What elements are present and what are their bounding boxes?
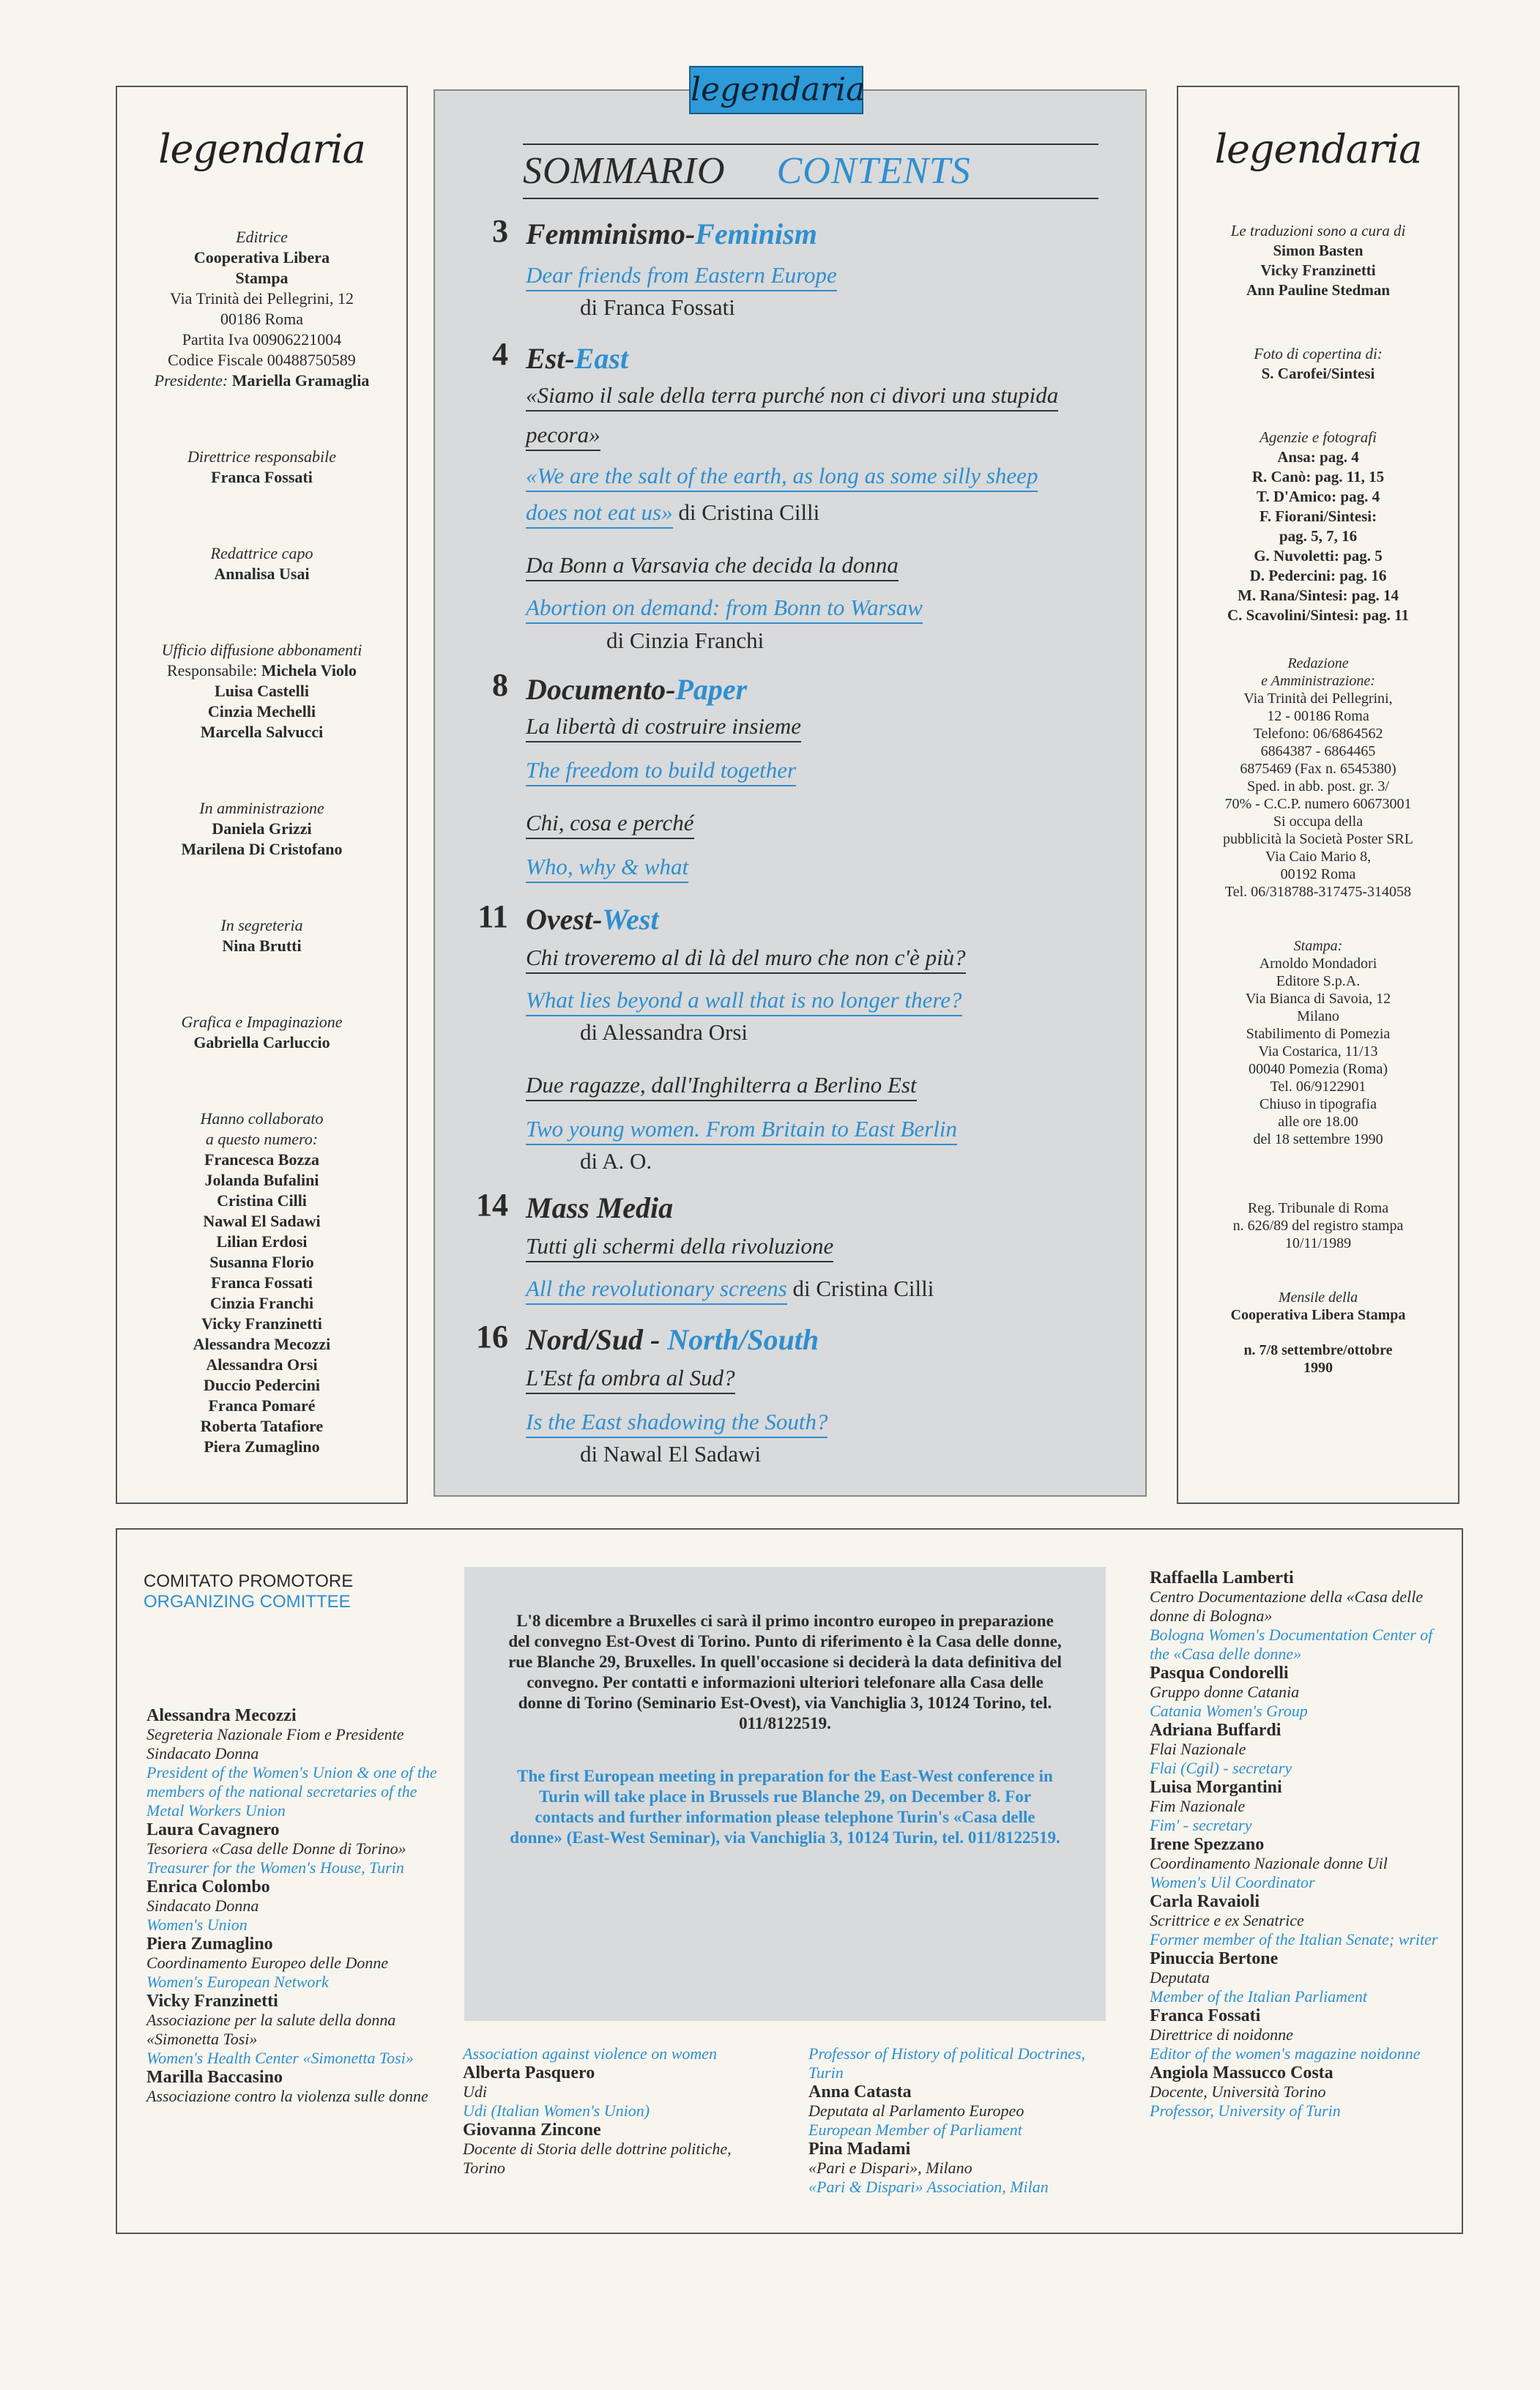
committee-member: Association against violence on women <box>463 2044 718 2063</box>
article-link[interactable]: The freedom to build together <box>526 757 796 783</box>
article-link[interactable]: What lies beyond a wall that is no longer there? <box>526 987 962 1013</box>
publisher-group: Editrice Cooperativa Libera Stampa Via Trinità dei Pellegrini, 12 00186 Roma Partita Iva 00906221004 Codice Fiscale 00488750589 Presidente: Mariella Gramaglia <box>154 228 370 390</box>
section-heading: Femminismo-Feminism <box>526 217 817 250</box>
article-author: di Alessandra Orsi <box>580 1019 748 1045</box>
article-link[interactable]: Is the East shadowing the South? <box>526 1409 827 1435</box>
secretariat-group: In segreteria Nina Brutti <box>220 916 303 955</box>
article-link[interactable]: pecora» <box>526 422 600 448</box>
right-colophon <box>1177 86 1459 1504</box>
committee-column-2 <box>463 2044 770 2178</box>
section-heading: Mass Media <box>526 1191 674 1224</box>
article-author: di A. O. <box>580 1148 652 1174</box>
brussels-meeting-notice: L'8 dicembre a Bruxelles ci sarà il primo incontro europeo in preparazione del convegno Est-Ovest di Torino. Punto di riferimento è la Casa delle donne, rue Blanche 29, Bruxelles. In quell'occasione si deciderà la data definitiva del convegno. Per contatti e informazioni ulteriori telefonare alla Casa delle donne di Torino (Seminario Est-Ovest), via Vanchiglia 3, 10124 Torino, tel. 011/8122519. The first European meeting in preparation for the East-West conference in Turin will take place in Brussels rue Blanche 29, on December 8. For contacts and further information please telephone Turin's «Casa delle donne» (East-West Seminar), via Vanchiglia 3, 10124 Turin, tel. 011/8122519. <box>464 1567 1106 2021</box>
article-link[interactable]: Two young women. From Britain to East Berlin <box>526 1116 957 1142</box>
printing-group: Stampa: Arnoldo Mondadori Editore S.p.A. Via Bianca di Savoia, 12 Milano Stabilimento di Pomezia Via Costarica, 11/13 00040 Pomezia (Roma) Tel. 06/9122901 Chiuso in tipografia alle ore 18.00 del 18 settembre 1990 <box>1245 938 1391 1147</box>
legendaria-logo-right: legendaria <box>1214 126 1422 172</box>
committee-member: Pasqua Condorelli Gruppo donne Catania Catania Women's Group <box>1150 1664 1308 1720</box>
committee-member: Anna Catasta Deputata al Parlamento Europeo European Member of Parliament <box>808 2082 1024 2139</box>
monthly-group: Mensile della Cooperativa Libera Stampa <box>1230 1289 1406 1323</box>
committee-column-4 <box>1150 1568 1443 2121</box>
committee-member: Alberta Pasquero Udi Udi (Italian Women's Union) <box>463 2063 650 2120</box>
article-link[interactable]: Da Bonn a Varsavia che decida la donna <box>526 552 899 578</box>
committee-member: Angiola Massucco Costa Docente, Università Torino Professor, University of Turin <box>1150 2063 1341 2120</box>
agencies-group: Agenzie e fotografi Ansa: pag. 4 R. Canò: pag. 11, 15 T. D'Amico: pag. 4 F. Fiorani/Sintesi: pag. 5, 7, 16 G. Nuvoletti: pag. 5 D. Pedercini: pag. 16 M. Rana/Sintesi: pag. 14 C. Scavolini/Sintesi: pag. 11 <box>1227 428 1409 624</box>
contents-heading: SOMMARIO CONTENTS <box>523 144 1098 199</box>
section-heading: Documento-Paper <box>526 673 748 706</box>
administration-group: In amministrazione Daniela Grizzi Marilena Di Cristofano <box>181 799 343 858</box>
article-link[interactable]: La libertà di costruire insieme <box>526 713 801 740</box>
committee-member: Piera Zumaglino Coordinamento Europeo delle Donne Women's European Network <box>146 1935 389 1991</box>
article-link[interactable]: Tutti gli schermi della rivoluzione <box>526 1233 833 1259</box>
committee-member: Pina Madami «Pari e Dispari», Milano «Pari & Dispari» Association, Milan <box>808 2140 1049 2196</box>
article-link[interactable]: All the revolutionary screens di Cristina Cilli <box>526 1276 934 1302</box>
article-link[interactable]: Chi, cosa e perché <box>526 810 694 836</box>
cover-photo-group: Foto di copertina di: S. Carofei/Sintesi <box>1254 345 1383 382</box>
distribution-group: Ufficio diffusione abbonamenti Responsabile: Michela Violo Luisa Castelli Cinzia Mechelli Marcella Salvucci <box>161 641 362 741</box>
article-link[interactable]: Dear friends from Eastern Europe <box>526 262 837 288</box>
page-number: 14 <box>476 1187 508 1223</box>
translations-group: Le traduzioni sono a cura di Simon Basten Vicky Franzinetti Ann Pauline Stedman <box>1230 222 1406 299</box>
article-link[interactable]: L'Est fa ombra al Sud? <box>526 1365 735 1391</box>
page-number: 3 <box>492 213 508 249</box>
committee-member: Marilla Baccasino Associazione contro la violenza sulle donne <box>146 2068 428 2105</box>
page-number: 4 <box>492 336 508 372</box>
legendaria-logo-tab: legendaria <box>689 66 863 114</box>
article-author: di Cinzia Franchi <box>606 628 765 653</box>
committee-member: Adriana Buffardi Flai Nazionale Flai (Cgil) - secretary <box>1150 1721 1292 1777</box>
contributors-group: Hanno collaborato a questo numero: Francesca Bozza Jolanda Bufalini Cristina Cilli Nawal El Sadawi Lilian Erdosi Susanna Florio Franca Fossati Cinzia Franchi Vicky Franzinetti Alessandra Mecozzi Alessandra Orsi Duccio Pedercini Franca Pomaré Roberta Tatafiore Piera Zumaglino <box>193 1109 331 1456</box>
chief-editor-group: Redattrice capo Annalisa Usai <box>210 544 313 583</box>
committee-member: Raffaella Lamberti Centro Documentazione della «Casa delle donne di Bologna» Bologna Women's Documentation Center of the «Casa delle donne» <box>1150 1568 1433 1663</box>
article-link[interactable]: does not eat us» di Cristina Cilli <box>526 499 819 526</box>
section-heading: Est-East <box>526 342 629 375</box>
article-link[interactable]: Abortion on demand: from Bonn to Warsaw <box>526 595 923 621</box>
committee-member: Pinuccia Bertone Deputata Member of the Italian Parliament <box>1150 1949 1367 2006</box>
article-link[interactable]: «We are the salt of the earth, as long as some silly sheep <box>526 463 1038 489</box>
graphics-group: Grafica e Impaginazione Gabriella Carluccio <box>181 1013 343 1051</box>
section-heading: Ovest-West <box>526 903 659 936</box>
legendaria-logo-left: legendaria <box>158 126 365 172</box>
committee-column-3 <box>808 2044 1116 2197</box>
committee-title: COMITATO PROMOTORE ORGANIZING COMITTEE <box>144 1571 354 1612</box>
left-colophon <box>116 86 408 1504</box>
committee-member: Carla Ravaioli Scrittrice e ex Senatrice Former member of the Italian Senate; writer <box>1150 1892 1438 1948</box>
committee-member: Franca Fossati Direttrice di noidonne Editor of the women's magazine noidonne <box>1150 2006 1421 2063</box>
committee-column-1 <box>146 1706 447 2106</box>
article-link[interactable]: Chi troveremo al di là del muro che non c'è più? <box>526 945 966 971</box>
article-author: di Nawal El Sadawi <box>580 1441 762 1467</box>
page-number: 16 <box>476 1319 508 1355</box>
section-heading: Nord/Sud - North/South <box>526 1323 819 1356</box>
editorial-office-group: Redazione e Amministrazione: Via Trinità dei Pellegrini, 12 - 00186 Roma Telefono: 06/6864562 6864387 - 6864465 6875469 (Fax n. 6545380) Sped. in abb. post. gr. 3/ 70% - C.C.P. numero 60673001 Si occupa della pubblicità la Società Poster SRL Via Caio Mario 8, 00192 Roma Tel. 06/318788-317475-314058 <box>1223 655 1413 900</box>
committee-member: Luisa Morgantini Fim Nazionale Fim' - secretary <box>1150 1778 1282 1834</box>
director-group: Direttrice responsabile Franca Fossati <box>187 447 337 486</box>
article-link[interactable]: Due ragazze, dall'Inghilterra a Berlino Est <box>526 1072 917 1098</box>
committee-member: Professor of History of political Doctrines, Turin <box>808 2044 1086 2082</box>
article-link[interactable]: «Siamo il sale della terra purché non ci divori una stupida <box>526 382 1058 409</box>
committee-member: Enrica Colombo Sindacato Donna Women's Union <box>146 1877 270 1934</box>
committee-member: Irene Spezzano Coordinamento Nazionale donne Uil Women's Uil Coordinator <box>1150 1835 1388 1891</box>
committee-member: Giovanna Zincone Docente di Storia delle dottrine politiche, Torino <box>463 2121 732 2177</box>
issue-group: n. 7/8 settembre/ottobre 1990 <box>1243 1342 1393 1376</box>
page-number: 11 <box>477 898 508 934</box>
registration-group: Reg. Tribunale di Roma n. 626/89 del registro stampa 10/11/1989 <box>1232 1200 1404 1251</box>
page-number: 8 <box>492 667 508 703</box>
committee-member: Laura Cavagnero Tesoriera «Casa delle Donne di Torino» Treasurer for the Women's House, Turin <box>146 1820 406 1877</box>
article-link[interactable]: Who, why & what <box>526 854 688 880</box>
committee-member: Vicky Franzinetti Associazione per la salute della donna «Simonetta Tosi» Women's Health Center «Simonetta Tosi» <box>146 1992 414 2067</box>
article-author: di Franca Fossati <box>580 294 735 320</box>
committee-member: Alessandra Mecozzi Segreteria Nazionale Fiom e Presidente Sindacato Donna President of the Women's Union & one of the members of the national secretaries of the Metal Workers Union <box>146 1706 437 1820</box>
